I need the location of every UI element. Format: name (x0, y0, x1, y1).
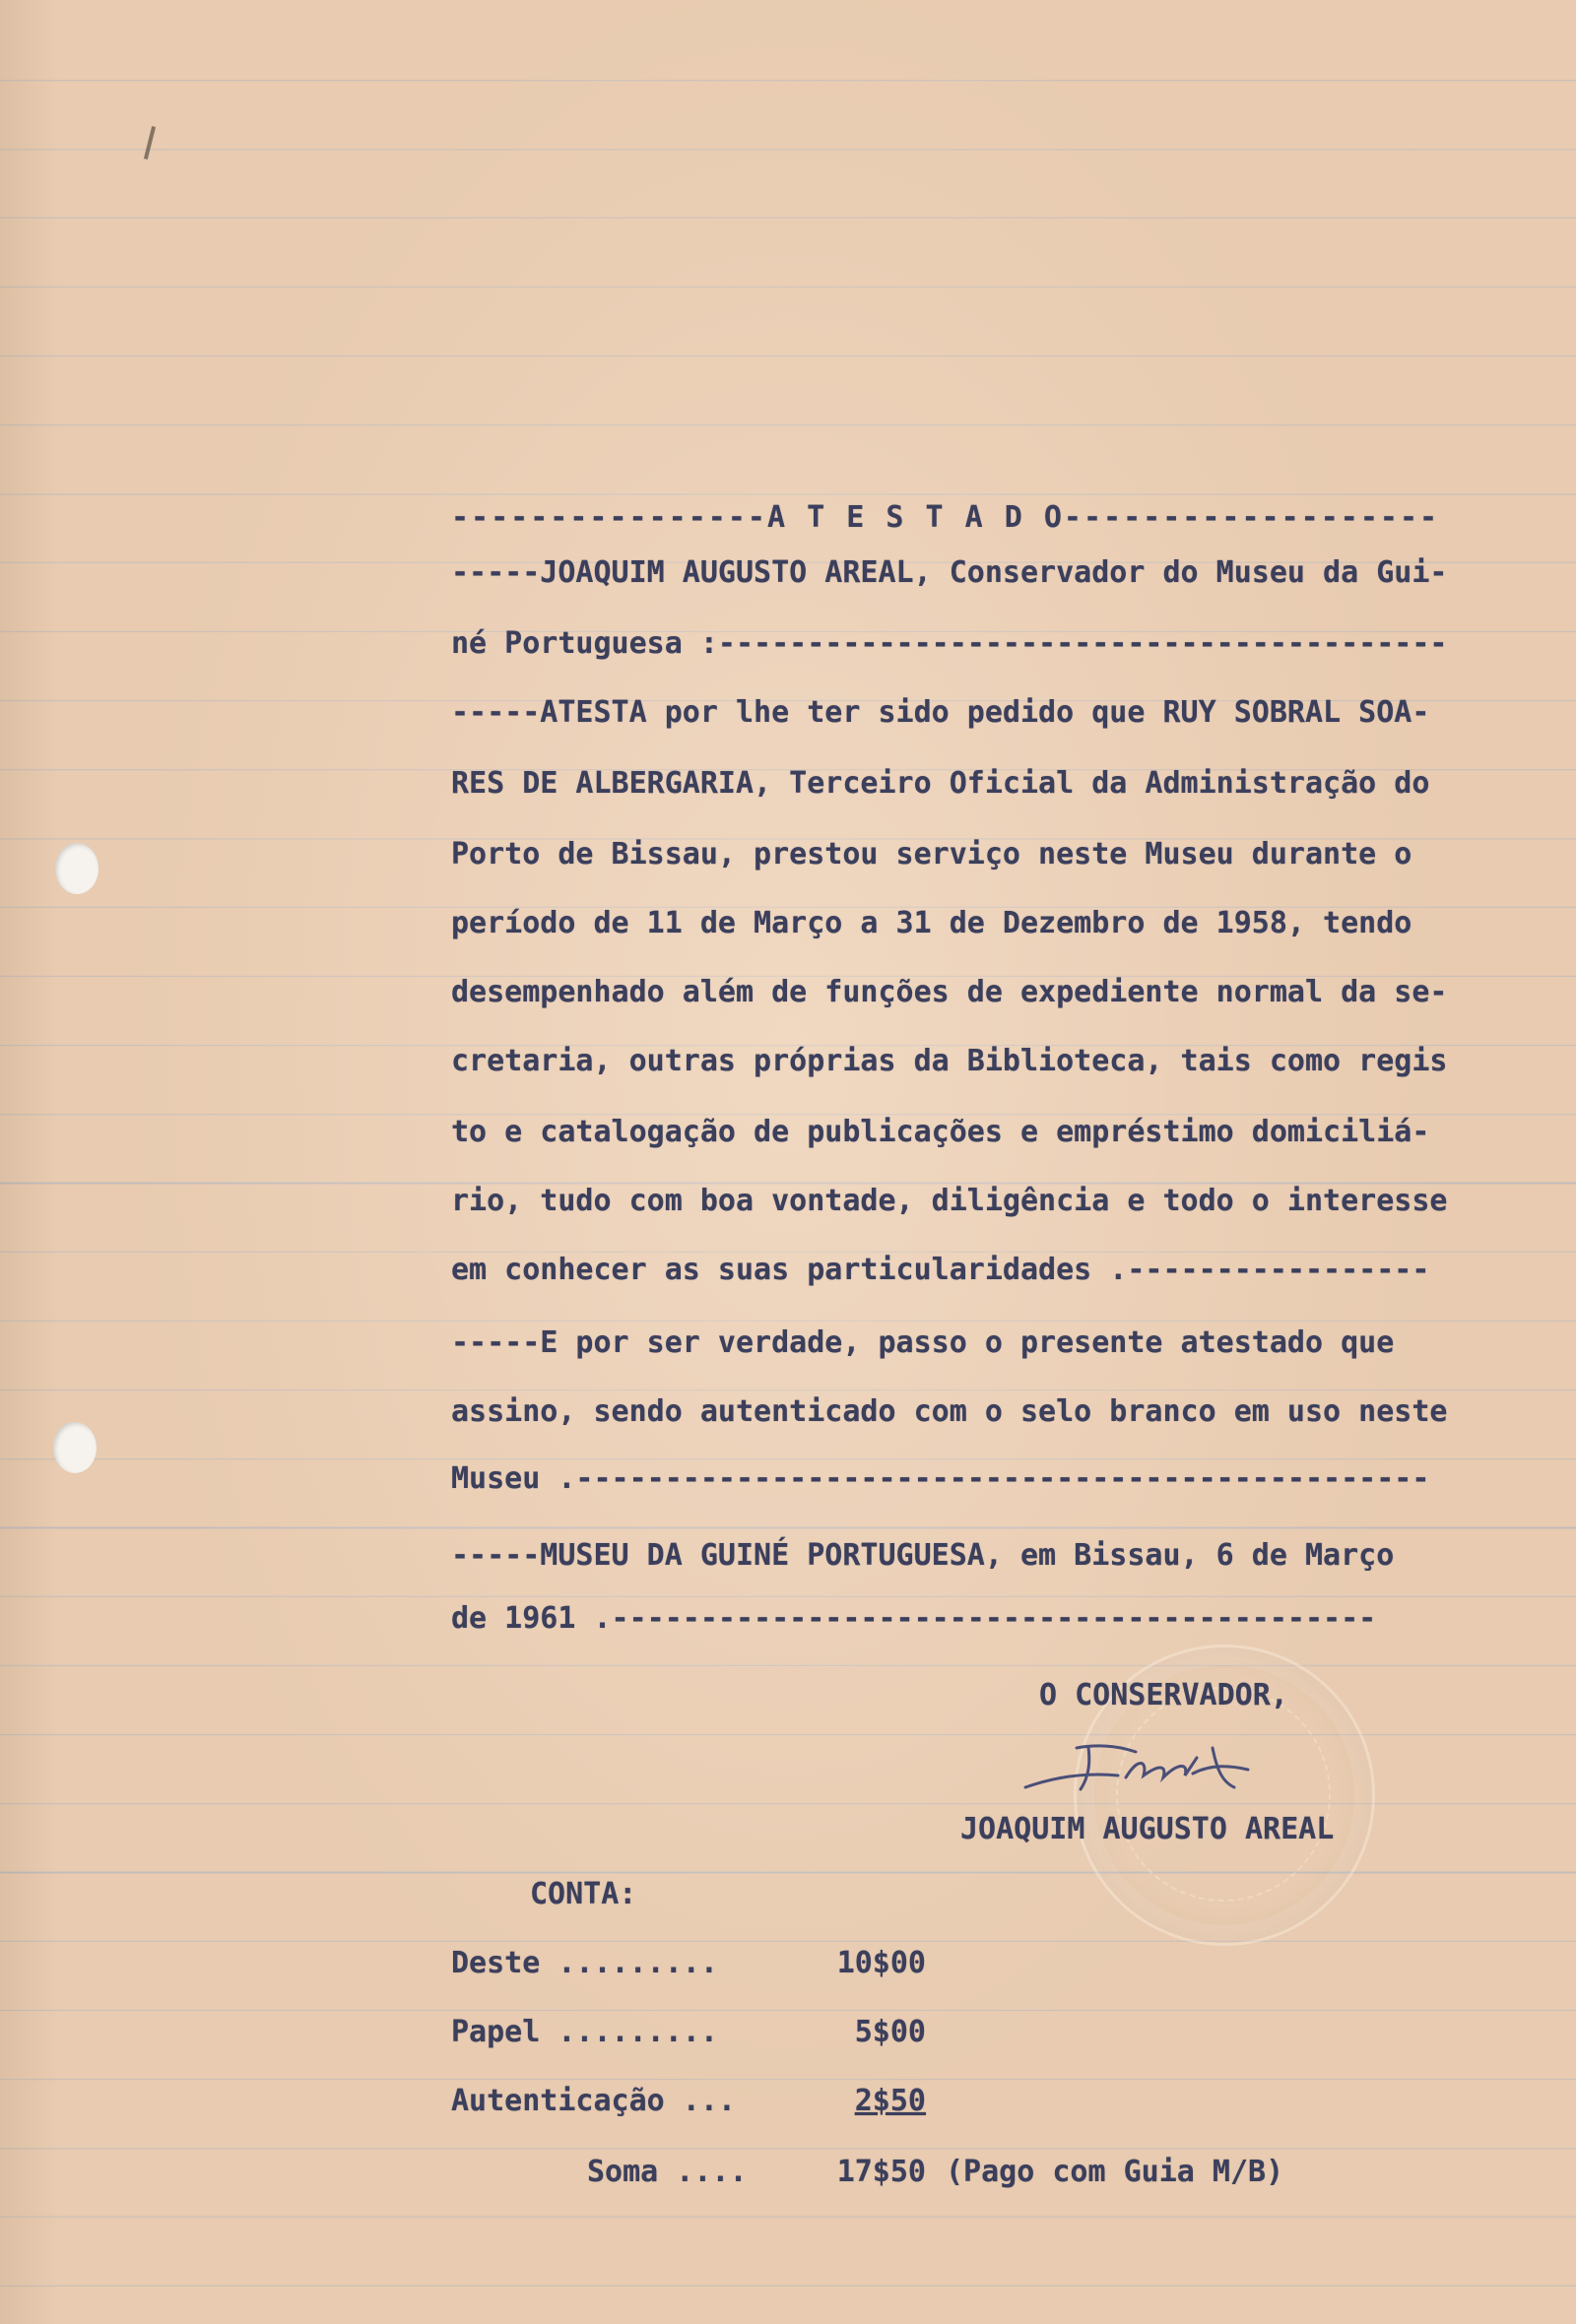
account-item-label: Papel ......... (451, 2015, 718, 2049)
body-line: -----E por ser verdade, passo o presente atestado que (451, 1325, 1395, 1360)
account-item-label: Autenticação ... (451, 2084, 736, 2118)
body-line: né Portuguesa :----------------------------------------- (451, 626, 1448, 661)
body-line: em conhecer as suas particularidades .----------------- (451, 1253, 1430, 1287)
body-line: to e catalogação de publicações e empréstimo domiciliá- (451, 1115, 1430, 1149)
body-line: assino, sendo autenticado com o selo branco em uso neste (451, 1394, 1448, 1429)
account-total-label: Soma .... (587, 2155, 748, 2189)
account-item-amount: 5$00 (854, 2015, 926, 2049)
body-line: -----JOAQUIM AUGUSTO AREAL, Conservador do Museu da Gui- (451, 555, 1448, 590)
body-line: RES DE ALBERGARIA, Terceiro Oficial da Administração do (451, 766, 1430, 801)
body-line: -----MUSEU DA GUINÉ PORTUGUESA, em Bissau, 6 de Março (451, 1538, 1395, 1573)
punch-hole-upper (55, 843, 98, 894)
signer-title: O CONSERVADOR, (1039, 1678, 1288, 1712)
account-item-amount: 10$00 (836, 1946, 926, 1980)
signer-name: JOAQUIM AUGUSTO AREAL (960, 1812, 1335, 1846)
account-item-label: Deste ......... (451, 1946, 718, 1980)
body-line: de 1961 .------------------------------------------- (451, 1601, 1377, 1636)
pencil-mark (144, 126, 156, 160)
account-item-amount: 2$50 (854, 2084, 926, 2118)
handwritten-signature (1019, 1718, 1295, 1807)
body-line: Museu .------------------------------------------------ (451, 1461, 1430, 1496)
body-line: período de 11 de Março a 31 de Dezembro de 1958, tendo (451, 906, 1412, 940)
body-line: -----ATESTA por lhe ter sido pedido que RUY SOBRAL SOA- (451, 695, 1430, 730)
body-line: Porto de Bissau, prestou serviço neste Museu durante o (451, 837, 1412, 872)
account-total-amount: 17$50 (836, 2155, 926, 2189)
account-total-note: (Pago com Guia M/B) (946, 2155, 1284, 2189)
body-line: rio, tudo com boa vontade, diligência e todo o interesse (451, 1184, 1448, 1218)
punch-hole-lower (53, 1422, 97, 1473)
account-heading: CONTA: (530, 1877, 637, 1911)
heading-line: ----------------A T E S T A D O------------------- (451, 500, 1440, 535)
body-line: desempenhado além de funções de expediente normal da se- (451, 975, 1448, 1009)
body-line: cretaria, outras próprias da Biblioteca, tais como regis (451, 1044, 1448, 1078)
